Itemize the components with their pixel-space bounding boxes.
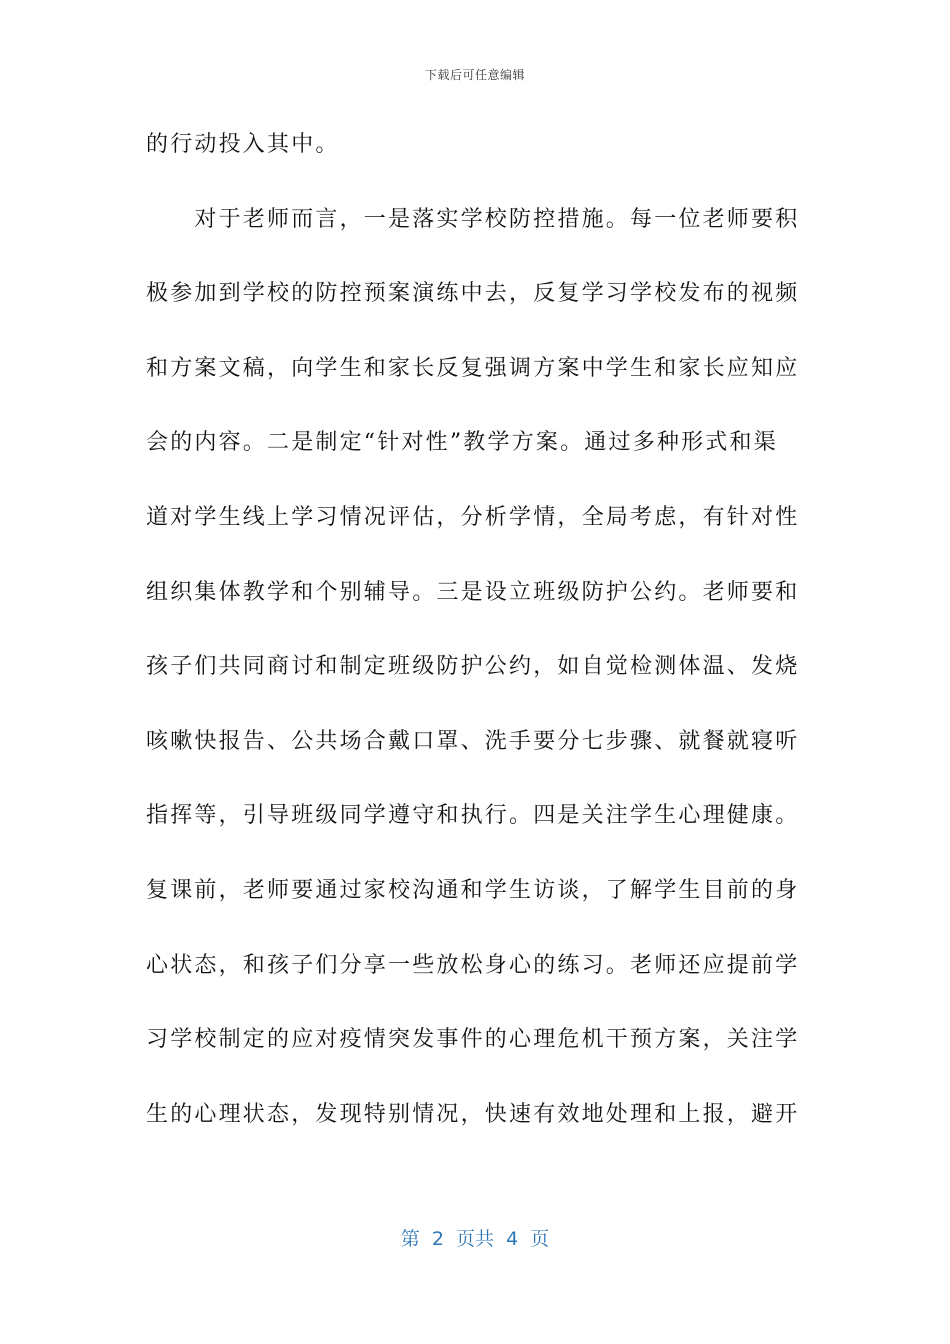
page-header-note: 下载后可任意编辑 [424, 68, 525, 82]
text-line: 心状态，和孩子们分享一些放松身心的练习。老师还应提前学 [146, 952, 800, 978]
text-line: 组织集体教学和个别辅导。三是设立班级防护公约。老师要和 [146, 579, 800, 605]
text-line: 会的内容。二是制定“针对性”教学方案。通过多种形式和渠 [146, 430, 778, 456]
text-line: 的行动投入其中。 [146, 132, 340, 157]
text-line: 习学校制定的应对疫情突发事件的心理危机干预方案，关注学 [146, 1027, 800, 1053]
text-line: 极参加到学校的防控预案演练中去，反复学习学校发布的视频 [146, 281, 800, 307]
text-line: 和方案文稿，向学生和家长反复强调方案中学生和家长应知应 [146, 355, 800, 381]
page-number-text: 第 2 页共 4 页 [400, 1228, 550, 1250]
text-line: 咳嗽快报告、公共场合戴口罩、洗手要分七步骤、就餐就寝听 [146, 728, 800, 754]
text-line: 对于老师而言，一是落实学校防控措施。每一位老师要积 [146, 206, 800, 232]
document-body [146, 118, 800, 1162]
page-footer-number [0, 1224, 950, 1251]
text-line: 指挥等，引导班级同学遵守和执行。四是关注学生心理健康。 [146, 803, 800, 829]
text-line: 生的心理状态，发现特别情况，快速有效地处理和上报，避开 [146, 1101, 800, 1127]
text-line: 孩子们共同商讨和制定班级防护公约，如自觉检测体温、发烧 [146, 654, 800, 680]
text-line: 复课前，老师要通过家校沟通和学生访谈，了解学生目前的身 [146, 877, 800, 903]
text-line: 道对学生线上学习情况评估，分析学情，全局考虑，有针对性 [146, 504, 800, 530]
